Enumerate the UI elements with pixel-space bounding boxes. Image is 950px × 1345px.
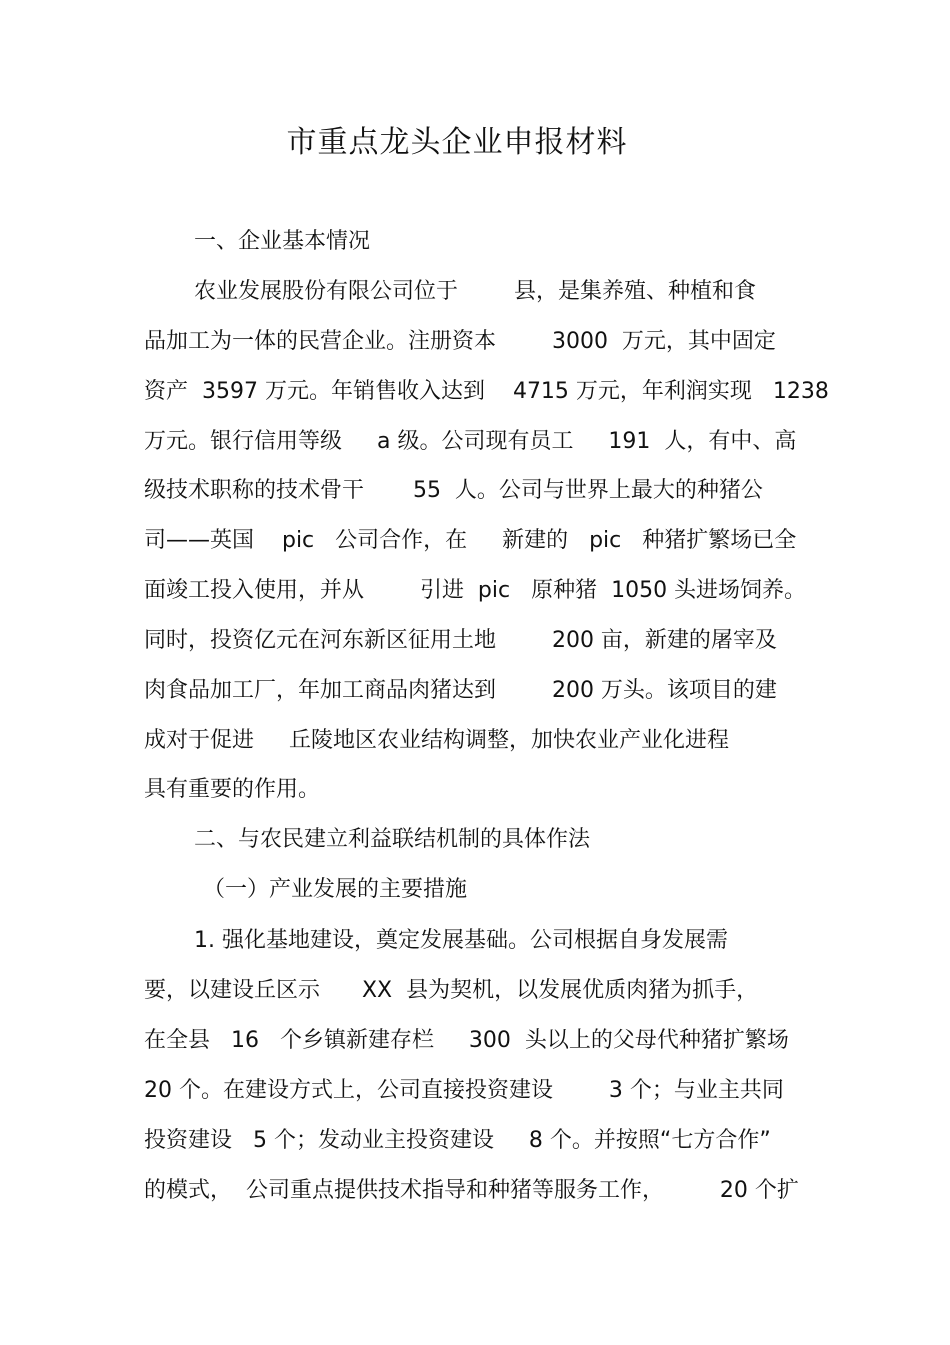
paragraph-line: 司——英国 pic 公司合作，在 新建的 pic 种猪扩繁场已全 xyxy=(144,528,797,553)
paragraph-line: 同时，投资亿元在河东新区征用土地 200 亩，新建的屠宰及 xyxy=(144,628,777,653)
section-heading-1: 一、企业基本情况 xyxy=(194,229,371,254)
paragraph-line: 成对于促进 丘陵地区农业结构调整，加快农业产业化进程 xyxy=(144,728,729,753)
paragraph-line: 资产 3597 万元。年销售收入达到 4715 万元，年利润实现 1238 xyxy=(144,379,829,404)
paragraph-line: 20 个。在建设方式上，公司直接投资建设 3 个；与业主共同 xyxy=(144,1078,784,1103)
paragraph-line: 的模式， 公司重点提供技术指导和种猪等服务工作， 20 个扩 xyxy=(144,1178,799,1203)
paragraph-line: 万元。银行信用等级 a 级。公司现有员工 191 人，有中、高 xyxy=(144,429,797,454)
section-heading-2: 二、与农民建立利益联结机制的具体作法 xyxy=(194,827,591,852)
paragraph-line: 投资建设 5 个；发动业主投资建设 8 个。并按照“七方合作” xyxy=(144,1128,771,1153)
paragraph-line: 1. 强化基地建设，奠定发展基础。公司根据自身发展需 xyxy=(194,928,728,953)
paragraph-line: 农业发展股份有限公司位于 县，是集养殖、种植和食 xyxy=(194,279,756,304)
paragraph-line: 品加工为一体的民营企业。注册资本 3000 万元，其中固定 xyxy=(144,329,776,354)
subsection-heading: （一）产业发展的主要措施 xyxy=(203,877,468,902)
paragraph-line: 肉食品加工厂，年加工商品肉猪达到 200 万头。该项目的建 xyxy=(144,678,777,703)
paragraph-line: 级技术职称的技术骨干 55 人。公司与世界上最大的种猪公 xyxy=(144,478,763,503)
paragraph-line: 在全县 16 个乡镇新建存栏 300 头以上的父母代种猪扩繁场 xyxy=(144,1028,789,1053)
paragraph-line: 要，以建设丘区示 XX 县为契机，以发展优质肉猪为抓手， xyxy=(144,978,759,1003)
paragraph-line: 具有重要的作用。 xyxy=(144,777,321,802)
paragraph-line: 面竣工投入使用，并从 引进 pic 原种猪 1050 头进场饲养。 xyxy=(144,578,807,603)
document-title: 市重点龙头企业申报材料 xyxy=(286,125,628,160)
